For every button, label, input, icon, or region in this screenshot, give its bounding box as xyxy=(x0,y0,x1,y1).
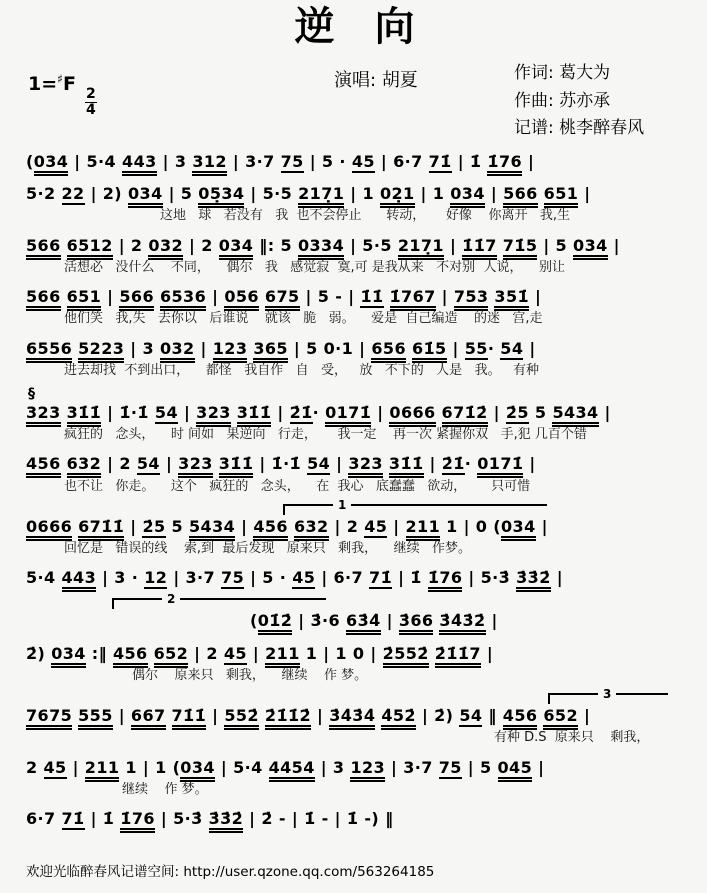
notes-line: 6·7 71̇ | 1̇ 1̇76 | 5·3̇ 3̇3̇2̇ | 2̇ - | 1̇ - | 1̇ -) ‖ xyxy=(26,807,683,830)
lyrics-line: 这地 球 若没有 我 也不会停止 转动， 好像 你离开 我,生 xyxy=(160,208,570,224)
footer-text: 欢迎光临醉春风记谱空间: http://user.qzone.qq.com/563264185 xyxy=(26,864,435,880)
notes-line: 2 45 | 211 1 | 1 (034 | 5·4 4454 | 3 123 | 3·7 75 | 5 045 | xyxy=(26,756,683,779)
credit-line: 记谱: 桃李醉春风 xyxy=(514,118,645,139)
time-signature xyxy=(85,87,97,117)
credit-line: 作词: 葛大为 xyxy=(514,63,611,83)
notes-line: 0666 671̇1̇ | 2̇5 5 5434 | 456 632 | 2 45 | 211 1 | 0 (034 | xyxy=(26,515,683,538)
notes-line: (034 | 5·4 443 | 3 312 | 3·7 75 | 5 · 45 | 6·7 71̇ | 1̇ 1̇76 | xyxy=(26,150,683,173)
notes-line: 7675 555 | 667 71̇1̇ | 552̇ 2̇1̇1̇2̇ | 3̇4̇3̇4̇ 4̇52̇ | 2̇) 54 ‖ 456 652 | xyxy=(26,704,683,727)
notation-area xyxy=(26,150,683,830)
notation-system xyxy=(26,756,683,798)
lyrics-line: 活想必 没什么 不同， 偶尔 我 感觉寂 寞,可 是我从来 不对别 人说， 别让 xyxy=(64,259,565,275)
notes-line: 6556 5223 | 3 032 | 123 365 | 5 0·1 | 656 61̇5 | 55· 54 | xyxy=(26,337,683,360)
singer-credit xyxy=(334,66,418,92)
time-numerator: 2 xyxy=(85,86,96,102)
credit-line: 作曲: 苏亦承 xyxy=(514,90,611,111)
notation-system xyxy=(26,592,683,632)
notes-line: (01̇2̇ | 3̇·6 63̇4̇ | 3̇66 3̇4̇3̇2̇ | xyxy=(250,609,683,632)
notes-line: 5·2 22 | 2) 034 | 5 05̣34 | 5·5 217̣1 | 1 02̣1 | 1 034 | 566 651 | xyxy=(26,182,683,205)
notation-system xyxy=(26,807,683,830)
volta-bracket xyxy=(283,497,547,515)
notation-system xyxy=(26,566,683,589)
lyrics-line: 他们笑 我,失 去你以 后谁说 就该 脆 弱。 爱是 自己编造 的迷 宫,走 xyxy=(64,311,543,327)
notes-line: 5·4 443 | 3 · 12 | 3·7 75 | 5 · 45 | 6·7 71̇ | 1̇ 1̇76 | 5·3̇ 3̇3̇2̇ | xyxy=(26,566,683,589)
notes-line: 566 651 | 566 6536 | 056 675 | 5 - | 1̇1̇ 1̇767 | 753 351̇ | xyxy=(26,285,683,308)
lyrics-line: 疯狂的 念头， 时 间如 果逆向 行走， 我一定 再一次 紧握你双 手,犯 几百个错 xyxy=(64,427,587,443)
key-signature xyxy=(28,72,97,117)
notation-system xyxy=(26,642,683,684)
sharp-sign: ♯ xyxy=(57,72,63,86)
lyrics-line: 继续 作 梦。 xyxy=(122,781,208,797)
notation-system xyxy=(26,285,683,327)
header-meta xyxy=(26,52,683,148)
volta-bracket xyxy=(548,687,668,704)
notation-system xyxy=(26,452,683,494)
time-denominator: 4 xyxy=(85,101,96,118)
singer-name: 胡夏 xyxy=(381,70,418,91)
notation-system xyxy=(26,337,683,379)
notation-system xyxy=(26,687,683,746)
volta-number: 2 xyxy=(162,592,180,606)
notes-line: 456 632 | 2 54 | 323 31̇1̇ | 1̇·1̇ 54 | 323 31̇1̇ | 2̇1̇· 0171̇ | xyxy=(26,452,683,475)
lyrics-line: 也不让 你走。 这个 疯狂的 念头， 在 我心 底蠢蠢 欲动， 只可惜 xyxy=(64,478,531,494)
volta-number: 1 xyxy=(333,498,351,512)
lyrics-line: 偶尔 原来只 剩我， 继续 作 梦。 xyxy=(132,667,368,683)
notation-system xyxy=(26,234,683,276)
lyrics-line: 回忆是 错误的线 索,到 最后发现 原来只 剩我， 继续 作梦。 xyxy=(64,541,472,556)
lyrics-line: 有种 D.S 原来只 剩我， xyxy=(494,730,650,746)
notes-line: 323 31̇1̇ | 1̇·1̇ 54 | 323 31̇1̇ | 2̇1̇· 0171̇ | 0666 671̇2̇ | 2̇5 5 5434 | xyxy=(26,401,683,424)
notation-system xyxy=(26,182,683,224)
volta-bracket xyxy=(112,592,326,609)
notes-line: 2̇) 034 :‖ 456 652 | 2 45 | 211 1 | 1 0 | 2̇552̇ 2̇1̇1̇7 | xyxy=(26,642,683,665)
segno-mark: § xyxy=(28,385,35,402)
volta-number: 3 xyxy=(598,687,616,701)
notation-system xyxy=(26,497,683,557)
notation-system xyxy=(26,385,683,443)
song-title: 逆 向 xyxy=(294,3,415,50)
key-prefix: 1= xyxy=(28,73,58,95)
lyrics-line: 进去却找 不到出口， 都怪 我自作 自 受， 放 不下的 人是 我。 有种 xyxy=(64,362,539,378)
key-note: F xyxy=(62,73,76,95)
credits-block xyxy=(514,60,644,143)
notes-line: 566 6512 | 2 032 | 2 034 ‖: 5 0334 | 5·5 217̣1 | 1̇1̇7 71̇5 | 5 034 | xyxy=(26,234,683,257)
notation-system xyxy=(26,150,683,173)
singer-label: 演唱: xyxy=(334,70,377,91)
